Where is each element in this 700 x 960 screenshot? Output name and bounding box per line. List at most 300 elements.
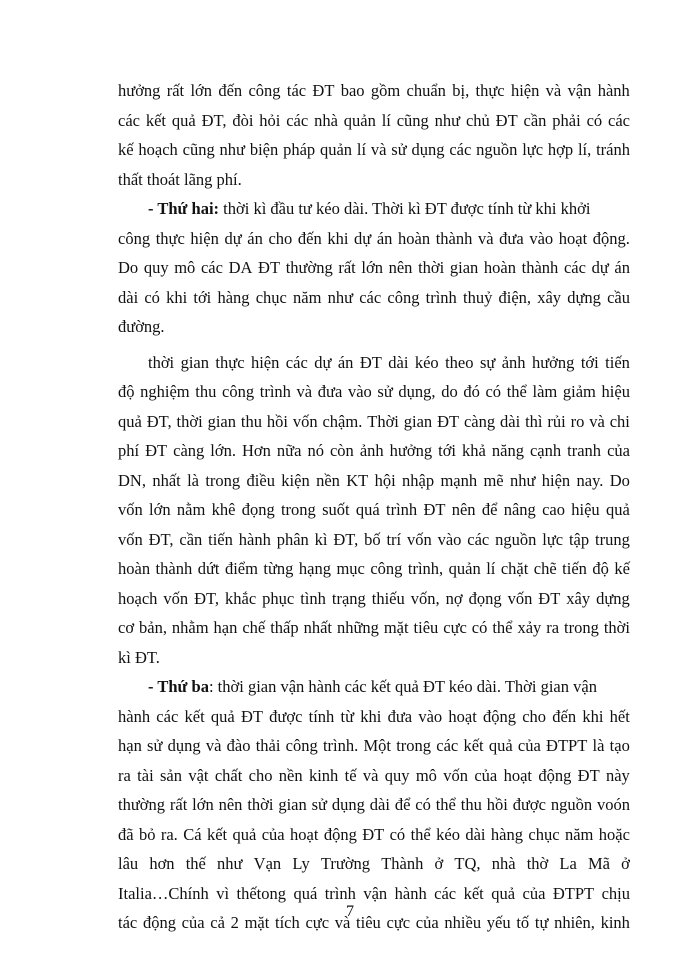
- word: hạn: [118, 736, 142, 755]
- word: trung: [594, 529, 630, 549]
- word: các: [359, 287, 382, 307]
- word: của: [261, 824, 285, 844]
- word: quy: [384, 765, 410, 785]
- word: kế: [614, 559, 630, 578]
- word: cầu: [607, 287, 630, 307]
- word: lớn.: [210, 441, 236, 460]
- word: chẽ: [533, 559, 557, 578]
- word: Trường: [320, 854, 371, 873]
- word: động: [483, 706, 517, 726]
- word: ĐT,: [146, 411, 172, 431]
- word: vào: [347, 382, 372, 401]
- word: thờ: [526, 854, 549, 873]
- word: nghiệm: [140, 382, 190, 401]
- word: Do: [118, 258, 139, 277]
- word: sự: [479, 352, 496, 372]
- word: hành: [118, 706, 151, 726]
- word: nằm: [176, 500, 206, 519]
- word: mục: [336, 559, 365, 578]
- word: giảm: [562, 382, 596, 401]
- word: KT: [346, 470, 369, 490]
- paragraph-thu-hai: [118, 194, 630, 342]
- word: quả: [118, 411, 142, 431]
- word: như: [219, 140, 245, 159]
- word: càng: [463, 411, 496, 431]
- word: thành: [435, 228, 473, 248]
- word: dứt: [197, 559, 220, 578]
- word: gian: [403, 411, 433, 431]
- word: nguồn: [476, 140, 518, 159]
- word: dụng: [331, 795, 365, 814]
- word: càng: [173, 441, 205, 460]
- word: cũng: [182, 140, 215, 159]
- word: kinh: [600, 913, 630, 932]
- word: cạnh: [529, 441, 562, 460]
- word: sản: [159, 765, 182, 785]
- word: thải: [255, 736, 281, 755]
- word: vốn,: [410, 588, 440, 608]
- word: cũng: [396, 110, 429, 130]
- text-line: [118, 554, 630, 584]
- word: Ly: [292, 854, 310, 873]
- section-label: - Thứ ba: [148, 677, 209, 696]
- text-line: [118, 525, 630, 555]
- word: khi: [327, 228, 349, 248]
- word: rất: [338, 258, 356, 277]
- body-text: [118, 76, 630, 938]
- word: thời: [418, 258, 445, 277]
- word: hoạt: [503, 765, 532, 785]
- word: voón: [596, 795, 630, 814]
- word: hoạch: [118, 588, 158, 608]
- word: yếu: [486, 913, 511, 932]
- word: hoạch: [138, 140, 178, 159]
- word: trình: [386, 500, 418, 519]
- word: gồm: [370, 81, 401, 100]
- word: hành: [394, 883, 427, 903]
- word: trong: [396, 736, 432, 755]
- word: nên: [451, 500, 476, 519]
- word: các: [118, 110, 140, 130]
- word: và: [362, 765, 379, 785]
- text-line: [118, 820, 630, 850]
- text-line: [118, 790, 630, 820]
- word: năm: [564, 824, 594, 844]
- word: mặt: [383, 618, 409, 637]
- word: thì: [525, 411, 543, 431]
- word: đọng: [241, 500, 275, 519]
- word: quả: [605, 500, 630, 519]
- word: quả: [171, 110, 196, 130]
- word: tiến: [562, 559, 587, 578]
- word: tài: [137, 765, 154, 785]
- word: cho: [522, 706, 547, 726]
- word: kì: [314, 529, 328, 549]
- word: này: [605, 765, 630, 785]
- word: cực: [386, 913, 411, 932]
- word: động: [323, 824, 357, 844]
- word: DA: [228, 258, 253, 277]
- word: thực: [475, 81, 505, 100]
- word: lí: [356, 140, 367, 159]
- word: nền: [316, 470, 340, 490]
- word: có: [415, 795, 431, 814]
- word: từng: [263, 559, 294, 578]
- word: trình: [425, 287, 457, 307]
- word: dụng: [167, 736, 201, 755]
- word: như: [509, 470, 536, 490]
- word: suốt: [322, 500, 350, 519]
- word: là: [592, 736, 605, 755]
- word: tác: [118, 913, 138, 932]
- word: tránh: [596, 140, 630, 159]
- word: bao: [340, 81, 365, 100]
- paragraph-thoi-gian: [118, 348, 630, 673]
- word: dự: [224, 228, 242, 248]
- word: hưởng: [118, 81, 161, 100]
- word: hoàn: [483, 258, 516, 277]
- word: đưa: [499, 228, 524, 248]
- word: ĐT: [258, 258, 281, 277]
- word: nữa: [276, 441, 302, 460]
- word: dài: [465, 824, 486, 844]
- word: vốn: [507, 588, 533, 608]
- word: hiệu: [571, 500, 600, 519]
- text-line: [118, 495, 630, 525]
- text-line: đường.: [118, 317, 165, 336]
- word: và: [296, 382, 313, 401]
- word: các: [434, 883, 457, 903]
- word: ĐT: [362, 824, 385, 844]
- word: mẽ: [483, 470, 504, 490]
- word: thể: [410, 824, 431, 844]
- word: trong: [280, 500, 316, 519]
- word: để: [481, 500, 498, 519]
- word: dài: [369, 795, 390, 814]
- word: ĐT: [240, 706, 263, 726]
- word: các: [200, 258, 223, 277]
- word: dự: [314, 352, 332, 372]
- word: nâng: [503, 500, 536, 519]
- word: ĐT: [312, 81, 335, 100]
- word: hành: [597, 81, 630, 100]
- word: vốn: [163, 588, 189, 608]
- word: kiện: [281, 470, 310, 490]
- word: làm: [532, 382, 558, 401]
- word: thực: [155, 228, 185, 248]
- word: quả: [232, 824, 257, 844]
- word: các: [467, 529, 490, 549]
- word: được: [512, 795, 546, 814]
- word: dài: [118, 287, 139, 307]
- word: như: [327, 287, 354, 307]
- word: đến: [552, 706, 577, 726]
- word: phân: [276, 529, 309, 549]
- word: Vạn: [253, 854, 282, 873]
- word: ĐT: [538, 588, 561, 608]
- text-line: [118, 283, 630, 313]
- word: tập: [568, 529, 590, 549]
- word: quản: [343, 110, 376, 130]
- word: trạng: [331, 588, 366, 608]
- word: chục: [255, 287, 287, 307]
- word: chịu: [601, 883, 630, 903]
- word: điểm: [224, 559, 258, 578]
- word: còn: [329, 441, 354, 460]
- word: án: [337, 352, 354, 372]
- word: nợ: [445, 588, 463, 608]
- word: hồi: [486, 795, 508, 814]
- word: ở: [621, 854, 630, 873]
- word: khi: [360, 706, 382, 726]
- word: vốn: [406, 529, 432, 549]
- word: rất: [169, 795, 188, 814]
- text-line: [118, 761, 630, 791]
- word: La: [559, 854, 577, 873]
- word: nhằm: [171, 618, 209, 637]
- word: cực: [443, 618, 467, 637]
- word: đến: [297, 228, 322, 248]
- word: Thời: [367, 411, 399, 431]
- word: quả: [488, 736, 513, 755]
- word: pháp: [283, 140, 316, 159]
- word: Mã: [587, 854, 610, 873]
- word: công: [248, 81, 281, 100]
- text-line: [118, 407, 630, 437]
- word: như: [434, 110, 461, 130]
- word: động: [142, 913, 176, 932]
- word: hoàn: [398, 228, 431, 248]
- word: cho: [268, 228, 293, 248]
- word: dài: [388, 352, 409, 372]
- word: vốn: [118, 500, 143, 519]
- word: tạo: [609, 736, 630, 755]
- word: kế: [118, 140, 134, 159]
- word: dài: [500, 411, 521, 431]
- text-line: [118, 849, 630, 879]
- word: của: [517, 736, 541, 755]
- word: kết: [463, 736, 484, 755]
- word: cơ: [118, 618, 135, 637]
- word: thu: [195, 382, 217, 401]
- word: cao: [542, 500, 565, 519]
- word: nó: [307, 441, 324, 460]
- word: khi: [582, 706, 604, 726]
- word: nên: [218, 795, 243, 814]
- word: bỏ: [138, 824, 156, 844]
- word: hàng: [217, 287, 250, 307]
- word: dự: [591, 258, 609, 277]
- word: và: [370, 140, 387, 159]
- word: bị,: [452, 81, 470, 100]
- word: thuỷ: [462, 287, 493, 307]
- word: lớn: [149, 500, 171, 519]
- word: chuẩn: [406, 81, 446, 100]
- word: đào: [226, 736, 251, 755]
- word: nhập: [402, 470, 435, 490]
- word: động: [538, 765, 572, 785]
- word: công: [387, 287, 420, 307]
- word: chi: [609, 411, 630, 431]
- word: thời: [603, 618, 630, 637]
- word: hồi: [266, 411, 288, 431]
- word: và: [334, 913, 351, 932]
- word: vào: [529, 228, 554, 248]
- word: độ: [592, 559, 609, 578]
- word: hoạt: [290, 824, 319, 844]
- word: xây: [566, 588, 591, 608]
- word: gian: [449, 258, 479, 277]
- word: gian: [278, 795, 307, 814]
- word: sử: [147, 736, 163, 755]
- word: ảnh: [501, 352, 526, 372]
- word: Italia…Chính: [118, 883, 209, 903]
- word: cần: [523, 110, 547, 130]
- word: Hơn: [242, 441, 271, 460]
- word: công: [118, 228, 151, 248]
- word: thếtong: [236, 883, 286, 903]
- word: có: [389, 824, 406, 844]
- word: DN,: [118, 470, 146, 490]
- word: thời: [148, 352, 175, 372]
- word: động.: [592, 228, 630, 248]
- page-number: 7: [346, 903, 354, 920]
- word: thế: [185, 854, 206, 873]
- word: trí: [386, 529, 402, 549]
- word: lớn: [190, 81, 213, 100]
- text-line: [118, 348, 630, 378]
- word: lực: [522, 140, 544, 159]
- word: trong: [205, 470, 241, 490]
- word: thường: [285, 258, 333, 277]
- word: tình: [300, 588, 326, 608]
- word: lí: [486, 559, 496, 578]
- word: đưa: [317, 382, 343, 401]
- word: mô: [415, 765, 437, 785]
- word: cả: [210, 913, 225, 932]
- word: điện,: [498, 287, 532, 307]
- word: cực: [305, 913, 330, 932]
- word: chất: [214, 765, 243, 785]
- word: và: [205, 736, 222, 755]
- word: dựng: [596, 588, 630, 608]
- text-line: [118, 106, 630, 136]
- first-line-wrap: [148, 194, 590, 224]
- text-line: [118, 194, 630, 224]
- word: đọng: [468, 588, 502, 608]
- word: kinh: [308, 765, 339, 785]
- word: đã: [118, 824, 134, 844]
- word: nhà: [491, 854, 516, 873]
- word: dụng: [411, 140, 445, 159]
- word: thiếu: [371, 588, 405, 608]
- word: năm: [293, 287, 322, 307]
- text-line: [118, 731, 630, 761]
- word: trình: [259, 382, 291, 401]
- word: trình.: [322, 736, 359, 755]
- word: chục: [528, 824, 560, 844]
- word: ĐT,: [201, 110, 227, 130]
- word: dựng: [567, 287, 601, 307]
- word: tính: [308, 706, 335, 726]
- word: phải: [552, 110, 581, 130]
- word: rất: [166, 81, 185, 100]
- word: chủ: [465, 110, 490, 130]
- word: Một: [363, 736, 391, 755]
- word: nhiều: [444, 913, 482, 932]
- word: như: [217, 854, 243, 873]
- word: nhà: [314, 110, 338, 130]
- text-run: thời kì đầu tư kéo dài. Thời kì ĐT được tính từ khi khởi: [219, 199, 591, 218]
- word: của: [415, 913, 439, 932]
- word: nền: [278, 765, 303, 785]
- text-line: [118, 377, 630, 407]
- word: chặt: [500, 559, 529, 578]
- word: án: [614, 258, 630, 277]
- word: chậm.: [322, 411, 363, 431]
- word: tới: [193, 287, 212, 307]
- word: nguồn: [495, 529, 537, 549]
- word: bản,: [139, 618, 167, 637]
- word: đến: [218, 81, 243, 100]
- word: hợp: [547, 140, 574, 159]
- word: quản: [319, 140, 353, 159]
- word: tới: [438, 441, 457, 460]
- word: được: [269, 706, 303, 726]
- word: do: [441, 382, 458, 401]
- word: hàng: [490, 824, 523, 844]
- word: thường: [118, 795, 166, 814]
- word: sử: [311, 795, 328, 814]
- word: tiến: [208, 529, 233, 549]
- word: mô: [174, 258, 196, 277]
- word: tiến: [605, 352, 630, 372]
- text-line: [118, 613, 630, 643]
- word: hơn: [149, 854, 175, 873]
- word: công: [222, 382, 255, 401]
- word: vốn: [443, 765, 469, 785]
- word: lớn: [361, 258, 383, 277]
- text-line: [118, 436, 630, 466]
- word: nhất: [303, 618, 332, 637]
- text-line: [118, 76, 630, 106]
- word: có: [586, 110, 603, 130]
- word: kéo: [436, 824, 460, 844]
- word: hạn: [213, 618, 238, 637]
- word: nên: [388, 258, 413, 277]
- word: 2: [230, 913, 239, 932]
- word: vật: [188, 765, 209, 785]
- word: tranh: [567, 441, 602, 460]
- word: của: [522, 883, 546, 903]
- word: TQ,: [454, 854, 481, 873]
- word: khê: [211, 500, 236, 519]
- word: từ: [340, 706, 355, 726]
- word: các: [156, 706, 179, 726]
- word: lớn: [192, 795, 214, 814]
- word: của: [181, 913, 205, 932]
- word: ra: [118, 765, 131, 785]
- word: mạnh: [440, 470, 478, 490]
- word: hành: [238, 529, 271, 549]
- word: ĐT: [577, 765, 600, 785]
- text-line: [118, 584, 630, 614]
- word: tác: [286, 81, 307, 100]
- text-line: [118, 702, 630, 732]
- word: khắc: [225, 588, 257, 608]
- word: phí: [118, 441, 140, 460]
- text-line: [118, 672, 630, 702]
